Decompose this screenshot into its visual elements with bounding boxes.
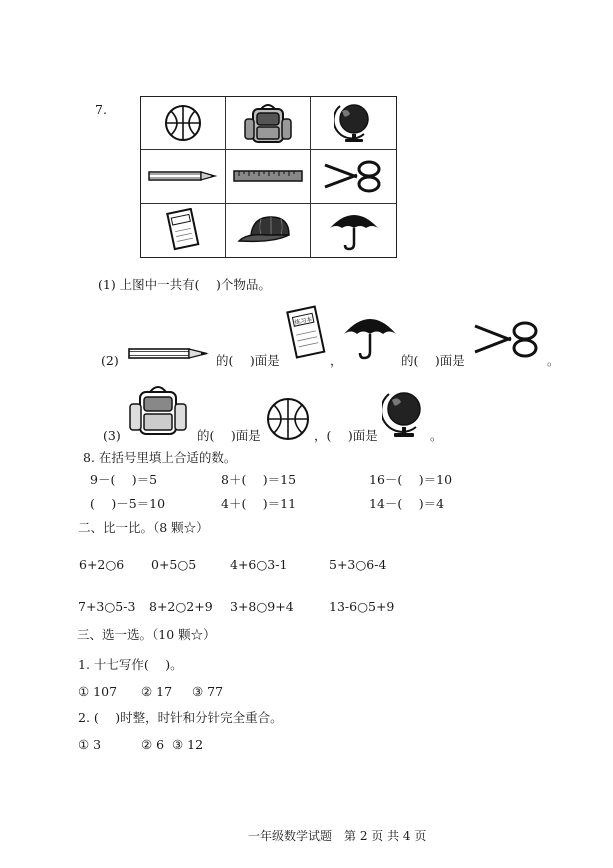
basketball-icon [265, 396, 311, 442]
notebook-label: 练习本 [293, 315, 314, 327]
q2-option-3: ③ 12 [172, 737, 204, 752]
q2-option-1: ① 3 [78, 737, 102, 752]
q7-part2-comma: ， [330, 353, 343, 368]
q7-part3-label: (3) [103, 428, 121, 443]
q1-option-1: ① 107 [78, 684, 118, 699]
grid-cell-scissors [311, 150, 396, 203]
compare-2: 0+5○5 [151, 557, 197, 572]
compare-3: 4+6○3-1 [230, 557, 288, 572]
umbrella-icon [342, 312, 398, 362]
pencil-icon [127, 345, 211, 361]
ruler-icon [233, 169, 303, 183]
notebook-icon [165, 208, 201, 252]
grid-cell-ruler [226, 150, 311, 203]
section3-title: 三、选一选。（10 颗☆） [77, 627, 216, 642]
q2-option-2: ② 6 [141, 737, 165, 752]
grid-cell-umbrella [311, 204, 396, 257]
compare-5: 7+3○5-3 [78, 599, 136, 614]
q7-part3-end: 。 [430, 428, 443, 443]
grid-cell-notebook [141, 204, 226, 257]
scissors-icon [323, 159, 385, 193]
grid-cell-pencil [141, 150, 226, 203]
q1-option-3: ③ 77 [192, 684, 224, 699]
grid-cell-basketball [141, 97, 226, 150]
backpack-icon [241, 101, 295, 145]
compare-7: 3+8○9+4 [230, 599, 294, 614]
q7-part2-label: (2) [101, 353, 119, 368]
compare-4: 5+3○6-4 [329, 557, 387, 572]
grid-cell-globe [311, 97, 396, 150]
q8-eq-1: 9－( )＝5 [90, 472, 158, 487]
q8-eq-4: ( )－5＝10 [90, 496, 166, 511]
q8-eq-2: 8＋( )＝15 [221, 472, 297, 487]
items-grid [140, 96, 397, 258]
section3-q2: 2. ( )时整，时针和分针完全重合。 [78, 710, 283, 725]
grid-cell-cap [226, 204, 311, 257]
q7-part3-text1: 的( )面是 [197, 428, 261, 443]
q8-eq-5: 4＋( )＝11 [221, 496, 297, 511]
q7-part2-end: 。 [547, 353, 560, 368]
question-7-number: 7. [95, 102, 107, 117]
compare-8: 13-6○5+9 [329, 599, 395, 614]
backpack-icon [126, 382, 190, 438]
page-footer: 一年级数学试题 第 2 页 共 4 页 [248, 829, 427, 843]
q7-part3-text2: ，( )面是 [314, 428, 378, 443]
umbrella-icon [328, 208, 380, 252]
q8-title: 8. 在括号里填上合适的数。 [83, 450, 237, 465]
q7-part2-text1: 的( )面是 [216, 353, 280, 368]
basketball-icon [163, 103, 203, 143]
globe-icon [382, 388, 426, 440]
q7-part1: (1) 上图中一共有( )个物品。 [98, 277, 271, 292]
pencil-icon [147, 169, 219, 183]
cap-icon [237, 213, 299, 247]
q7-part2-text2: 的( )面是 [401, 353, 465, 368]
grid-cell-backpack [226, 97, 311, 150]
compare-6: 8+2○2+9 [149, 599, 213, 614]
q8-eq-3: 16－( )＝10 [369, 472, 453, 487]
scissors-icon [473, 320, 543, 358]
q8-eq-6: 14－( )＝4 [369, 496, 445, 511]
compare-1: 6+2○6 [79, 557, 125, 572]
section2-title: 二、比一比。（8 颗☆） [78, 520, 209, 535]
q1-option-2: ② 17 [141, 684, 173, 699]
notebook-icon [284, 305, 328, 361]
section3-q1: 1. 十七写作( )。 [78, 657, 183, 672]
globe-icon [334, 102, 374, 144]
